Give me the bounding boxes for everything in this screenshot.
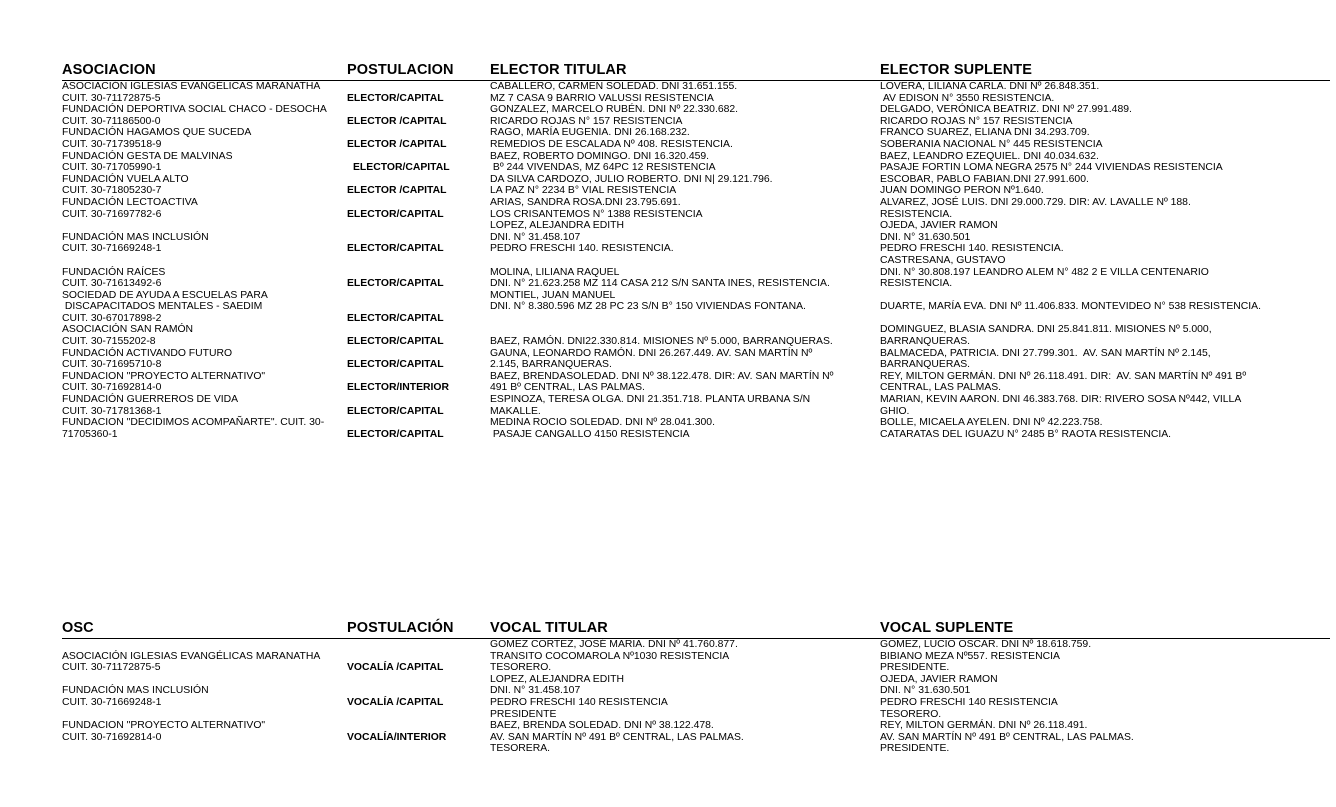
organization-line: FUNDACIÓN VUELA ALTO: [62, 173, 189, 185]
titular-line: BAEZ, BRENDA SOLEDAD. DNI Nº 38.122.478.: [490, 720, 714, 732]
column-header-vocal-suplente: VOCAL SUPLENTE: [880, 620, 1330, 639]
table-row: [62, 639, 1330, 674]
postulacion-offset: [347, 232, 490, 244]
table-row: [62, 324, 1330, 347]
organization-line: 71705360-1: [62, 428, 118, 440]
suplente-line: SOBERANIA NACIONAL N° 445 RESISTENCIA: [880, 138, 1103, 150]
suplente-line: DELGADO, VERÓNICA BEATRIZ. DNI Nº 27.991.489.: [880, 104, 1132, 116]
suplente-line: RESISTENCIA.: [880, 208, 953, 220]
postulacion-value: ELECTOR/CAPITAL: [347, 312, 444, 324]
cell-titular: [490, 394, 880, 417]
titular-line: GONZALEZ, MARCELO RUBÉN. DNI Nº 22.330.682.: [490, 104, 739, 116]
postulacion-value: ELECTOR/CAPITAL: [347, 405, 444, 417]
postulacion-offset: [347, 127, 490, 139]
table-row: [62, 290, 1330, 325]
cell-suplente: [880, 720, 1330, 755]
cell-titular: [490, 371, 880, 394]
postulacion-value: ELECTOR /CAPITAL: [347, 185, 447, 197]
table-row: [62, 674, 1330, 720]
organization-line: CUIT. 30-71172875-5: [62, 92, 161, 104]
suplente-line: REY, MILTON GERMÁN. DNI Nº 26.118.491. DIR: AV. SAN MARTÍN Nº 491 Bº: [880, 370, 1247, 382]
titular-line: LOPEZ, ALEJANDRA EDITH: [490, 673, 624, 685]
titular-line: PEDRO FRESCHI 140 RESISTENCIA: [490, 696, 668, 708]
suplente-line: PRESIDENTE.: [880, 743, 950, 755]
organization-line: CUIT. 30-71692814-0: [62, 382, 162, 394]
organization-line: CUIT. 30-71695710-8: [62, 359, 162, 371]
titular-line: AV. SAN MARTÍN Nº 491 Bº CENTRAL, LAS PALMAS.: [490, 731, 744, 743]
postulacion-value: VOCALÍA /CAPITAL: [347, 696, 444, 708]
suplente-line: DNI. N° 31.630.501: [880, 685, 971, 697]
cell-suplente: [880, 674, 1330, 720]
organization-blank-line: [62, 255, 347, 267]
postulacion-value: ELECTOR /CAPITAL: [347, 138, 447, 150]
table-row: [62, 104, 1330, 127]
suplente-line: DNI. N° 31.630.501: [880, 231, 971, 243]
cell-suplente: [880, 417, 1330, 440]
titular-line: ESPINOZA, TERESA OLGA. DNI 21.351.718. PLANTA URBANA S/N: [490, 394, 811, 406]
suplente-line: BALMACEDA, PATRICIA. DNI 27.799.301. AV. SAN MARTÍN Nº 2.145,: [880, 347, 1211, 359]
suplente-line: ALVAREZ, JOSÉ LUIS. DNI 29.000.729. DIR: AV. LAVALLE Nº 188.: [880, 196, 1191, 208]
titular-line: RAGO, MARÍA EUGENIA. DNI 26.168.232.: [490, 127, 690, 139]
cell-titular: [490, 348, 880, 371]
organization-line: FUNDACIÓN GUERREROS DE VIDA: [62, 394, 239, 406]
suplente-line: RESISTENCIA.: [880, 278, 953, 290]
titular-line: 2.145, BARRANQUERAS.: [490, 359, 612, 371]
cell-suplente: [880, 127, 1330, 150]
table-row: [62, 417, 1330, 440]
suplente-line: PASAJE FORTIN LOMA NEGRA 2575 N° 244 VIVIENDAS RESISTENCIA: [880, 162, 1223, 174]
suplente-line: DNI. N° 30.808.197 LEANDRO ALEM N° 482 2 E VILLA CENTENARIO: [880, 266, 1209, 278]
postulacion-offset: [347, 417, 490, 429]
postulacion-value: ELECTOR/CAPITAL: [347, 278, 444, 290]
table-row: [62, 197, 1330, 220]
organization-line: CUIT. 30-71669248-1: [62, 243, 162, 255]
organization-line: CUIT. 30-71781368-1: [62, 405, 162, 417]
vocales-table: [62, 620, 1330, 755]
suplente-line: JUAN DOMINGO PERON Nº1.640.: [880, 185, 1044, 197]
organization-line: CUIT. 30-71186500-0: [62, 115, 161, 127]
postulacion-offset: [347, 371, 490, 383]
titular-line: PEDRO FRESCHI 140. RESISTENCIA.: [490, 243, 674, 255]
table-row: [62, 81, 1330, 105]
suplente-line: BARRANQUERAS.: [880, 359, 971, 371]
postulacion-value: VOCALÍA /CAPITAL: [347, 662, 444, 674]
organization-line: ASOCIACIÓN IGLESIAS EVANGÉLICAS MARANATHA: [62, 81, 321, 92]
column-header-asociacion: ASOCIACION: [62, 62, 347, 81]
postulacion-value: ELECTOR/CAPITAL: [347, 359, 444, 371]
titular-line: DNI. N° 31.458.107: [490, 685, 581, 697]
cell-postulacion: [347, 104, 490, 127]
postulacion-offset: [347, 720, 490, 732]
titular-line: TRANSITO COCOMAROLA Nº1030 RESISTENCIA: [490, 650, 730, 662]
organization-line: ASOCIACIÓN SAN RAMÓN: [62, 324, 194, 336]
suplente-line: RICARDO ROJAS N° 157 RESISTENCIA: [880, 115, 1073, 127]
suplente-line: LOVERA, LILIANA CARLA. DNI Nº 26.848.351.: [880, 81, 1100, 92]
postulacion-offset: [347, 324, 490, 336]
postulacion-offset: [347, 290, 490, 302]
cell-titular: [490, 255, 880, 290]
cell-postulacion: [347, 674, 490, 720]
postulacion-value: VOCALÍA/INTERIOR: [347, 731, 447, 743]
cell-postulacion: [347, 348, 490, 371]
suplente-line: MARIAN, KEVIN AARON. DNI 46.383.768. DIR: RIVERO SOSA Nº442, VILLA: [880, 394, 1242, 406]
cell-postulacion: [347, 255, 490, 290]
cell-organization: [62, 371, 347, 394]
organization-line: SOCIEDAD DE AYUDA A ESCUELAS PARA: [62, 289, 268, 301]
organization-line: ASOCIACIÓN IGLESIAS EVANGÉLICAS MARANATHA: [62, 650, 321, 662]
column-header-vocal-titular: VOCAL TITULAR: [490, 620, 880, 639]
suplente-line: PEDRO FRESCHI 140. RESISTENCIA.: [880, 243, 1064, 255]
titular-line: Bº 244 VIVENDAS, MZ 64PC 12 RESISTENCIA: [490, 162, 716, 174]
cell-suplente: [880, 174, 1330, 197]
organization-line: FUNDACION "PROYECTO ALTERNATIVO": [62, 720, 266, 732]
titular-line: DA SILVA CARDOZO, JULIO ROBERTO. DNI N| 29.121.796.: [490, 173, 773, 185]
cell-suplente: [880, 197, 1330, 220]
electores-table: [62, 62, 1330, 440]
titular-line: MEDINA ROCIO SOLEDAD. DNI Nº 28.041.300.: [490, 417, 715, 429]
suplente-line: REY, MILTON GERMÁN. DNI Nº 26.118.491.: [880, 720, 1088, 732]
organization-line: FUNDACIÓN GESTA DE MALVINAS: [62, 150, 233, 162]
postulacion-offset: [347, 81, 490, 93]
cell-organization: [62, 394, 347, 417]
postulacion-offset: [347, 255, 490, 267]
titular-line: MONTIEL, JUAN MANUEL: [490, 289, 616, 301]
organization-line: CUIT. 30-71805230-7: [62, 185, 162, 197]
postulacion-value: ELECTOR/INTERIOR: [347, 382, 449, 394]
cell-organization: [62, 197, 347, 220]
postulacion-offset: [347, 267, 490, 279]
postulacion-offset: [347, 220, 490, 232]
postulacion-offset: [347, 151, 490, 163]
cell-organization: [62, 290, 347, 325]
cell-titular: [490, 720, 880, 755]
titular-line: LOPEZ, ALEJANDRA EDITH: [490, 220, 624, 232]
titular-blank-line: [490, 324, 880, 336]
organization-blank-line: [62, 220, 347, 232]
column-header-elector-titular: ELECTOR TITULAR: [490, 62, 880, 81]
table-header-row: [62, 62, 1330, 81]
table-row: [62, 394, 1330, 417]
cell-titular: [490, 81, 880, 105]
titular-line: RICARDO ROJAS N° 157 RESISTENCIA: [490, 115, 683, 127]
suplente-line: GOMEZ, LUCIO OSCAR. DNI Nº 18.618.759.: [880, 639, 1092, 650]
titular-line: CABALLERO, CARMEN SOLEDAD. DNI 31.651.155.: [490, 81, 738, 92]
cell-postulacion: [347, 151, 490, 174]
cell-organization: [62, 417, 347, 440]
suplente-line: DUARTE, MARÍA EVA. DNI Nº 11.406.833. MONTEVIDEO N° 538 RESISTENCIA.: [880, 301, 1261, 313]
cell-postulacion: [347, 371, 490, 394]
suplente-line: CASTRESANA, GUSTAVO: [880, 254, 1006, 266]
cell-titular: [490, 104, 880, 127]
cell-titular: [490, 151, 880, 174]
suplente-line: DOMINGUEZ, BLASIA SANDRA. DNI 25.841.811. MISIONES Nº 5.000,: [880, 324, 1212, 336]
cell-organization: [62, 104, 347, 127]
titular-line: BAEZ, BRENDASOLEDAD. DNI Nº 38.122.478. DIR: AV. SAN MARTÍN Nº: [490, 370, 834, 382]
titular-blank-line: [490, 255, 880, 267]
organization-line: FUNDACIÓN RAÍCES: [62, 266, 166, 278]
postulacion-offset: [347, 197, 490, 209]
postulacion-offset: [347, 674, 490, 686]
suplente-line: AV EDISON N° 3550 RESISTENCIA.: [880, 92, 1055, 104]
suplente-line: OJEDA, JAVIER RAMON: [880, 220, 998, 232]
cell-titular: [490, 417, 880, 440]
organization-line: FUNDACIÓN MAS INCLUSIÓN: [62, 231, 209, 243]
organization-line: CUIT. 30-71692814-0: [62, 731, 162, 743]
titular-line: MZ 7 CASA 9 BARRIO VALUSSI RESISTENCIA: [490, 92, 714, 104]
cell-postulacion: [347, 127, 490, 150]
organization-line: FUNDACIÓN ACTIVANDO FUTURO: [62, 347, 233, 359]
table-row: [62, 348, 1330, 371]
organization-line: DISCAPACITADOS MENTALES - SAEDIM: [62, 301, 263, 313]
table-row: [62, 151, 1330, 174]
suplente-line: TESORERO.: [880, 708, 942, 720]
cell-suplente: [880, 348, 1330, 371]
titular-line: PRESIDENTE: [490, 708, 557, 720]
organization-line: FUNDACIÓN MAS INCLUSIÓN: [62, 685, 209, 697]
vocales-table-body: [62, 639, 1330, 755]
cell-suplente: [880, 220, 1330, 255]
organization-line: FUNDACIÓN HAGAMOS QUE SUCEDA: [62, 127, 252, 139]
postulacion-value: ELECTOR/CAPITAL: [353, 162, 450, 174]
cell-titular: [490, 220, 880, 255]
postulacion-offset: [347, 348, 490, 360]
organization-line: CUIT. 30-71669248-1: [62, 696, 162, 708]
cell-postulacion: [347, 417, 490, 440]
cell-titular: [490, 197, 880, 220]
electores-table-body: [62, 81, 1330, 441]
suplente-line: BARRANQUERAS.: [880, 336, 971, 348]
column-header-elector-suplente: ELECTOR SUPLENTE: [880, 62, 1330, 81]
organization-line: CUIT. 30-71705990-1: [62, 162, 162, 174]
postulacion-value: ELECTOR/CAPITAL: [347, 428, 444, 440]
organization-line: CUIT. 30-71172875-5: [62, 662, 161, 674]
postulacion-value: ELECTOR/CAPITAL: [347, 243, 444, 255]
cell-organization: [62, 151, 347, 174]
cell-postulacion: [347, 174, 490, 197]
cell-postulacion: [347, 197, 490, 220]
postulacion-value: ELECTOR/CAPITAL: [347, 92, 444, 104]
cell-organization: [62, 348, 347, 371]
cell-suplente: [880, 639, 1330, 674]
suplente-blank-line: [880, 290, 1330, 302]
cell-titular: [490, 127, 880, 150]
titular-line: MAKALLE.: [490, 405, 541, 417]
organization-line: CUIT. 30-71613492-6: [62, 278, 162, 290]
postulacion-value: ELECTOR/CAPITAL: [347, 208, 444, 220]
organization-line: CUIT. 30-7155202-8: [62, 336, 156, 348]
cell-postulacion: [347, 81, 490, 105]
cell-suplente: [880, 81, 1330, 105]
cell-suplente: [880, 324, 1330, 347]
cell-suplente: [880, 151, 1330, 174]
cell-titular: [490, 639, 880, 674]
postulacion-value: ELECTOR /CAPITAL: [347, 115, 447, 127]
titular-line: BAEZ, RAMÓN. DNI22.330.814. MISIONES Nº 5.000, BARRANQUERAS.: [490, 336, 833, 348]
titular-line: DNI. N° 8.380.596 MZ 28 PC 23 S/N B° 150 VIVIENDAS FONTANA.: [490, 301, 806, 313]
column-header-postulacion: POSTULACIÓN: [347, 620, 490, 639]
titular-line: REMEDIOS DE ESCALADA Nº 408. RESISTENCIA.: [490, 138, 733, 150]
titular-line: DNI. N° 21.623.258 MZ 114 CASA 212 S/N SANTA INES, RESISTENCIA.: [490, 278, 830, 290]
cell-postulacion: [347, 220, 490, 255]
cell-suplente: [880, 371, 1330, 394]
cell-postulacion: [347, 639, 490, 674]
organization-line: CUIT. 30-71697782-6: [62, 208, 162, 220]
organization-blank-line: [62, 639, 347, 651]
table-row: [62, 255, 1330, 290]
titular-line: MOLINA, LILIANA RAQUEL: [490, 266, 620, 278]
postulacion-offset: [347, 651, 490, 663]
organization-line: CUIT. 30-67017898-2: [62, 312, 162, 324]
cell-suplente: [880, 290, 1330, 325]
cell-postulacion: [347, 394, 490, 417]
postulacion-offset: [347, 685, 490, 697]
suplente-line: OJEDA, JAVIER RAMON: [880, 673, 998, 685]
cell-postulacion: [347, 720, 490, 755]
suplente-line: CATARATAS DEL IGUAZU N° 2485 B° RAOTA RESISTENCIA.: [880, 428, 1172, 440]
suplente-line: CENTRAL, LAS PALMAS.: [880, 382, 1002, 394]
titular-line: 491 Bº CENTRAL, LAS PALMAS.: [490, 382, 645, 394]
table-row: [62, 220, 1330, 255]
cell-organization: [62, 324, 347, 347]
organization-line: CUIT. 30-71739518-9: [62, 138, 162, 150]
suplente-line: BIBIANO MEZA Nº557. RESISTENCIA: [880, 650, 1060, 662]
titular-line: GOMEZ CORTEZ, JOSÉ MARIA. DNI Nº 41.760.877.: [490, 639, 738, 650]
cell-organization: [62, 81, 347, 105]
column-header-postulacion: POSTULACION: [347, 62, 490, 81]
cell-titular: [490, 674, 880, 720]
cell-postulacion: [347, 324, 490, 347]
table-row: [62, 720, 1330, 755]
cell-organization: [62, 174, 347, 197]
table-row: [62, 371, 1330, 394]
titular-line: PASAJE CANGALLO 4150 RESISTENCIA: [490, 428, 690, 440]
organization-line: FUNDACIÓN LECTOACTIVA: [62, 196, 198, 208]
suplente-line: BAEZ, LEANDRO EZEQUIEL. DNI 40.034.632.: [880, 150, 1099, 162]
titular-line: TESORERA.: [490, 743, 551, 755]
titular-line: LA PAZ N° 2234 B° VIAL RESISTENCIA: [490, 185, 677, 197]
suplente-line: PRESIDENTE.: [880, 662, 950, 674]
cell-suplente: [880, 104, 1330, 127]
suplente-line: ESCOBAR, PABLO FABIAN.DNI 27.991.600.: [880, 173, 1089, 185]
suplente-line: BOLLE, MICAELA AYELEN. DNI Nº 42.223.758.: [880, 417, 1103, 429]
cell-postulacion: [347, 290, 490, 325]
cell-organization: [62, 255, 347, 290]
organization-blank-line: [62, 674, 347, 686]
cell-organization: [62, 674, 347, 720]
titular-line: LOS CRISANTEMOS N° 1388 RESISTENCIA: [490, 208, 703, 220]
cell-organization: [62, 127, 347, 150]
titular-line: GAUNA, LEONARDO RAMÓN. DNI 26.267.449. AV. SAN MARTÍN Nº: [490, 347, 813, 359]
table-row: [62, 174, 1330, 197]
table-header-row: [62, 620, 1330, 639]
cell-suplente: [880, 394, 1330, 417]
postulacion-value: ELECTOR/CAPITAL: [347, 336, 444, 348]
postulacion-offset: [347, 104, 490, 116]
titular-line: BAEZ, ROBERTO DOMINGO. DNI 16.320.459.: [490, 150, 710, 162]
postulacion-offset: [347, 174, 490, 186]
suplente-line: AV. SAN MARTÍN Nº 491 Bº CENTRAL, LAS PALMAS.: [880, 731, 1134, 743]
cell-titular: [490, 174, 880, 197]
organization-line: FUNDACION "PROYECTO ALTERNATIVO": [62, 370, 266, 382]
titular-line: ARIAS, SANDRA ROSA.DNI 23.795.691.: [490, 196, 681, 208]
table-row: [62, 127, 1330, 150]
postulacion-offset: [347, 301, 490, 313]
suplente-line: PEDRO FRESCHI 140 RESISTENCIA: [880, 696, 1058, 708]
titular-line: DNI. N° 31.458.107: [490, 231, 581, 243]
cell-organization: [62, 720, 347, 755]
suplente-line: FRANCO SUAREZ, ELIANA DNI 34.293.709.: [880, 127, 1090, 139]
cell-organization: [62, 639, 347, 674]
suplente-line: GHIO.: [880, 405, 910, 417]
organization-line: FUNDACION "DECIDIMOS ACOMPAÑARTE". CUIT. 30-: [62, 417, 325, 429]
postulacion-offset: [347, 639, 490, 651]
cell-titular: [490, 324, 880, 347]
cell-organization: [62, 220, 347, 255]
postulacion-offset: [347, 394, 490, 406]
cell-suplente: [880, 255, 1330, 290]
column-header-osc: OSC: [62, 620, 347, 639]
organization-line: FUNDACIÓN DEPORTIVA SOCIAL CHACO - DESOCHA: [62, 104, 327, 116]
titular-line: TESORERO.: [490, 662, 552, 674]
cell-titular: [490, 290, 880, 325]
